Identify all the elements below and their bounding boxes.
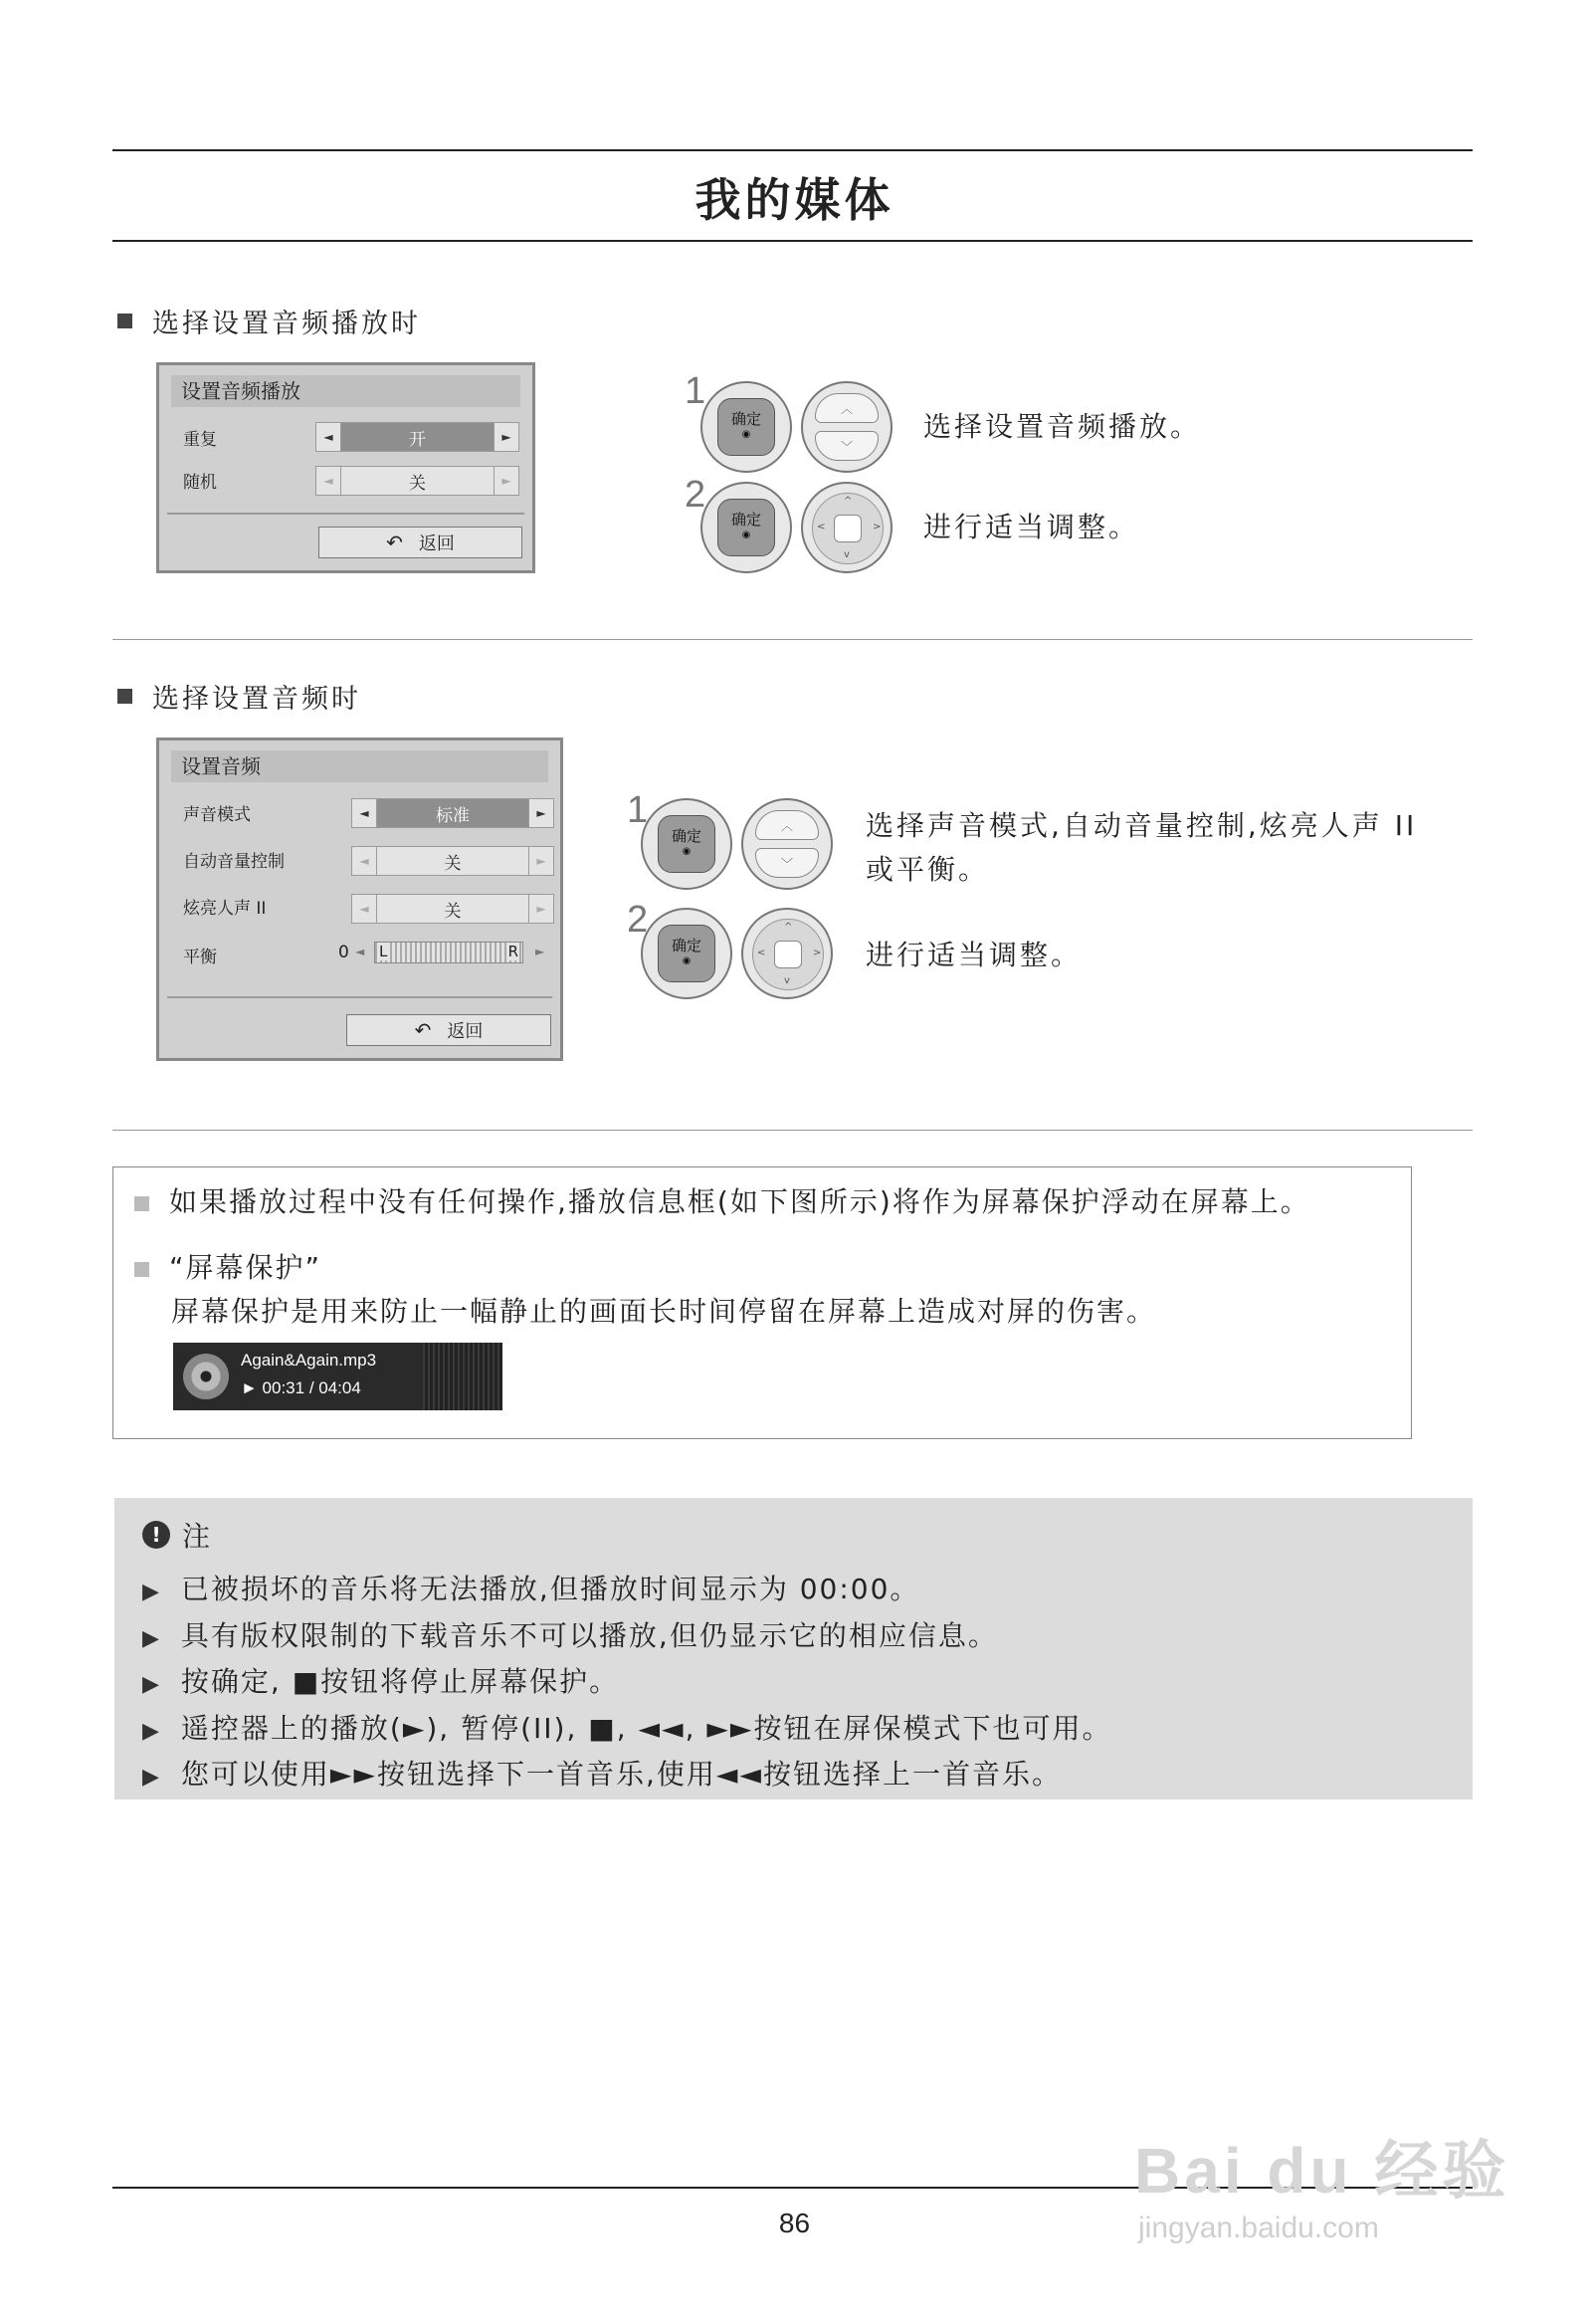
panel-divider (167, 513, 524, 515)
triangle-bullet-icon: ▶ (142, 1672, 161, 1697)
triangle-bullet-icon: ▶ (142, 1580, 161, 1604)
ok-button[interactable]: 确定 ◉ (700, 381, 792, 473)
page-number: 86 (778, 2208, 811, 2238)
baidu-watermark: Bai du 经验 jingyan.baidu.com (1134, 2135, 1510, 2244)
chevron-right-icon[interactable]: > (873, 522, 882, 532)
square-bullet-icon (134, 1262, 149, 1277)
direction-center-icon[interactable] (834, 515, 862, 542)
triangle-bullet-icon: ▶ (142, 1718, 161, 1744)
balance-label: 平衡 (183, 948, 217, 967)
triangle-bullet-icon: ▶ (142, 1765, 161, 1790)
ok-button[interactable]: 确定 ◉ (641, 908, 732, 999)
sound-mode-label: 声音模式 (183, 805, 251, 825)
section-divider (112, 639, 1473, 640)
return-icon: ↶ (414, 1018, 432, 1042)
note-heading: ! 注 (142, 1515, 210, 1555)
arrow-left-icon[interactable]: ◄ (351, 894, 377, 924)
page-title: 我的媒体 (695, 173, 894, 227)
sound-mode-value: 标准 (377, 798, 528, 828)
auto-volume-value: 关 (377, 846, 528, 876)
step-number: 2 (685, 474, 706, 516)
section1-heading: 选择设置音频播放时 (117, 302, 421, 340)
chevron-left-icon[interactable]: < (817, 522, 826, 532)
repeat-value: 开 (341, 422, 494, 452)
note-item: ▶ 遥控器上的播放(►), 暂停(II), ■, ◄◄, ►►按钮在屏保模式下也可用。 (142, 1711, 1112, 1745)
panel-title: 设置音频 (171, 750, 548, 782)
shuffle-selector[interactable] (315, 466, 519, 496)
clear-voice-selector[interactable] (351, 894, 554, 924)
balance-right-label: R (507, 943, 518, 960)
section-divider (112, 1130, 1473, 1131)
step2-instruction: 进行适当调整。 (866, 939, 1083, 971)
chevron-down-icon[interactable]: ﹀ (755, 848, 819, 878)
balance-left-arrow-icon[interactable]: ◄ (355, 945, 365, 958)
audio-settings-panel (156, 738, 563, 1061)
playback-info-box (173, 1343, 502, 1410)
note-item: ▶ 已被损坏的音乐将无法播放,但播放时间显示为 00:00。 (142, 1573, 920, 1605)
chevron-down-icon[interactable]: v (784, 975, 790, 986)
auto-volume-selector[interactable] (351, 846, 554, 876)
title-rule (112, 240, 1473, 242)
arrow-left-icon[interactable]: ◄ (315, 422, 341, 452)
arrow-right-icon[interactable]: ► (528, 798, 554, 828)
chevron-up-icon[interactable]: ︿ (815, 393, 879, 423)
up-down-button[interactable] (741, 798, 833, 890)
note-item: ▶ 您可以使用►►按钮选择下一首音乐,使用◄◄按钮选择上一首音乐。 (142, 1758, 1062, 1791)
balance-value: 0 (338, 943, 349, 962)
note-list (142, 1568, 1111, 1799)
panel-divider (167, 996, 552, 998)
return-icon: ↶ (386, 530, 403, 554)
exclamation-icon: ! (142, 1521, 170, 1549)
ok-dot-icon: ◉ (741, 529, 751, 540)
shuffle-label: 随机 (183, 473, 217, 493)
info-item-2-body: 屏幕保护是用来防止一幅静止的画面长时间停留在屏幕上造成对屏的伤害。 (171, 1295, 1157, 1328)
track-time: ► 00:31 / 04:04 (241, 1378, 361, 1397)
step1-instruction: 选择设置音频播放。 (923, 410, 1202, 443)
direction-pad[interactable] (741, 908, 833, 999)
arrow-left-icon[interactable]: ◄ (315, 466, 341, 496)
chevron-down-icon[interactable]: ﹀ (815, 431, 879, 461)
section2-heading: 选择设置音频时 (117, 677, 361, 716)
arrow-left-icon[interactable]: ◄ (351, 846, 377, 876)
arrow-right-icon[interactable]: ► (494, 466, 519, 496)
balance-slider[interactable] (374, 942, 523, 963)
chevron-left-icon[interactable]: < (757, 948, 766, 958)
track-filename: Again&Again.mp3 (241, 1351, 377, 1370)
direction-pad[interactable] (801, 482, 893, 573)
square-bullet-icon (117, 314, 132, 328)
shuffle-value: 关 (341, 466, 494, 496)
chevron-right-icon[interactable]: > (813, 948, 822, 958)
ok-button[interactable]: 确定 ◉ (641, 798, 732, 890)
step1-instruction: 选择声音模式,自动音量控制,炫亮人声 II 或平衡。 (866, 809, 1418, 886)
sound-mode-selector[interactable] (351, 798, 554, 828)
balance-left-label: L (379, 943, 388, 960)
info-item-1: 如果播放过程中没有任何操作,播放信息框(如下图所示)将作为屏幕保护浮动在屏幕上。 (134, 1180, 1310, 1220)
chevron-down-icon[interactable]: v (844, 549, 850, 560)
square-bullet-icon (117, 689, 132, 704)
info-item-2-title: “屏幕保护” (134, 1246, 321, 1286)
note-item: ▶ 按确定, ■按钮将停止屏幕保护。 (142, 1665, 620, 1698)
repeat-selector[interactable] (315, 422, 519, 452)
triangle-bullet-icon: ▶ (142, 1625, 161, 1651)
ok-dot-icon: ◉ (682, 846, 692, 857)
up-down-button[interactable] (801, 381, 893, 473)
audio-playback-settings-panel (156, 362, 535, 573)
music-disc-icon (183, 1354, 229, 1399)
ok-dot-icon: ◉ (682, 955, 692, 966)
clear-voice-value: 关 (377, 894, 528, 924)
auto-volume-label: 自动音量控制 (183, 852, 285, 872)
direction-center-icon[interactable] (774, 941, 802, 968)
note-item: ▶ 具有版权限制的下载音乐不可以播放,但仍显示它的相应信息。 (142, 1618, 998, 1652)
clear-voice-label: 炫亮人声 II (183, 899, 267, 919)
step-number: 1 (685, 370, 706, 412)
balance-right-arrow-icon[interactable]: ► (535, 945, 545, 958)
arrow-left-icon[interactable]: ◄ (351, 798, 377, 828)
back-button[interactable]: ↶ 返回 (318, 527, 522, 558)
panel-title: 设置音频播放 (171, 375, 520, 407)
back-button[interactable]: ↶ 返回 (346, 1014, 551, 1046)
square-bullet-icon (134, 1196, 149, 1211)
arrow-right-icon[interactable]: ► (528, 846, 554, 876)
ok-button[interactable]: 确定 ◉ (700, 482, 792, 573)
step-number: 2 (627, 899, 649, 941)
top-rule (112, 149, 1473, 151)
arrow-right-icon[interactable]: ► (494, 422, 519, 452)
chevron-up-icon[interactable]: ^ (784, 922, 793, 933)
step-number: 1 (627, 789, 649, 831)
repeat-label: 重复 (183, 430, 217, 450)
chevron-up-icon[interactable]: ︿ (755, 810, 819, 840)
arrow-right-icon[interactable]: ► (528, 894, 554, 924)
step2-instruction: 进行适当调整。 (923, 511, 1140, 543)
ok-dot-icon: ◉ (741, 429, 751, 440)
chevron-up-icon[interactable]: ^ (844, 496, 853, 507)
visualizer-pattern (423, 1343, 502, 1410)
